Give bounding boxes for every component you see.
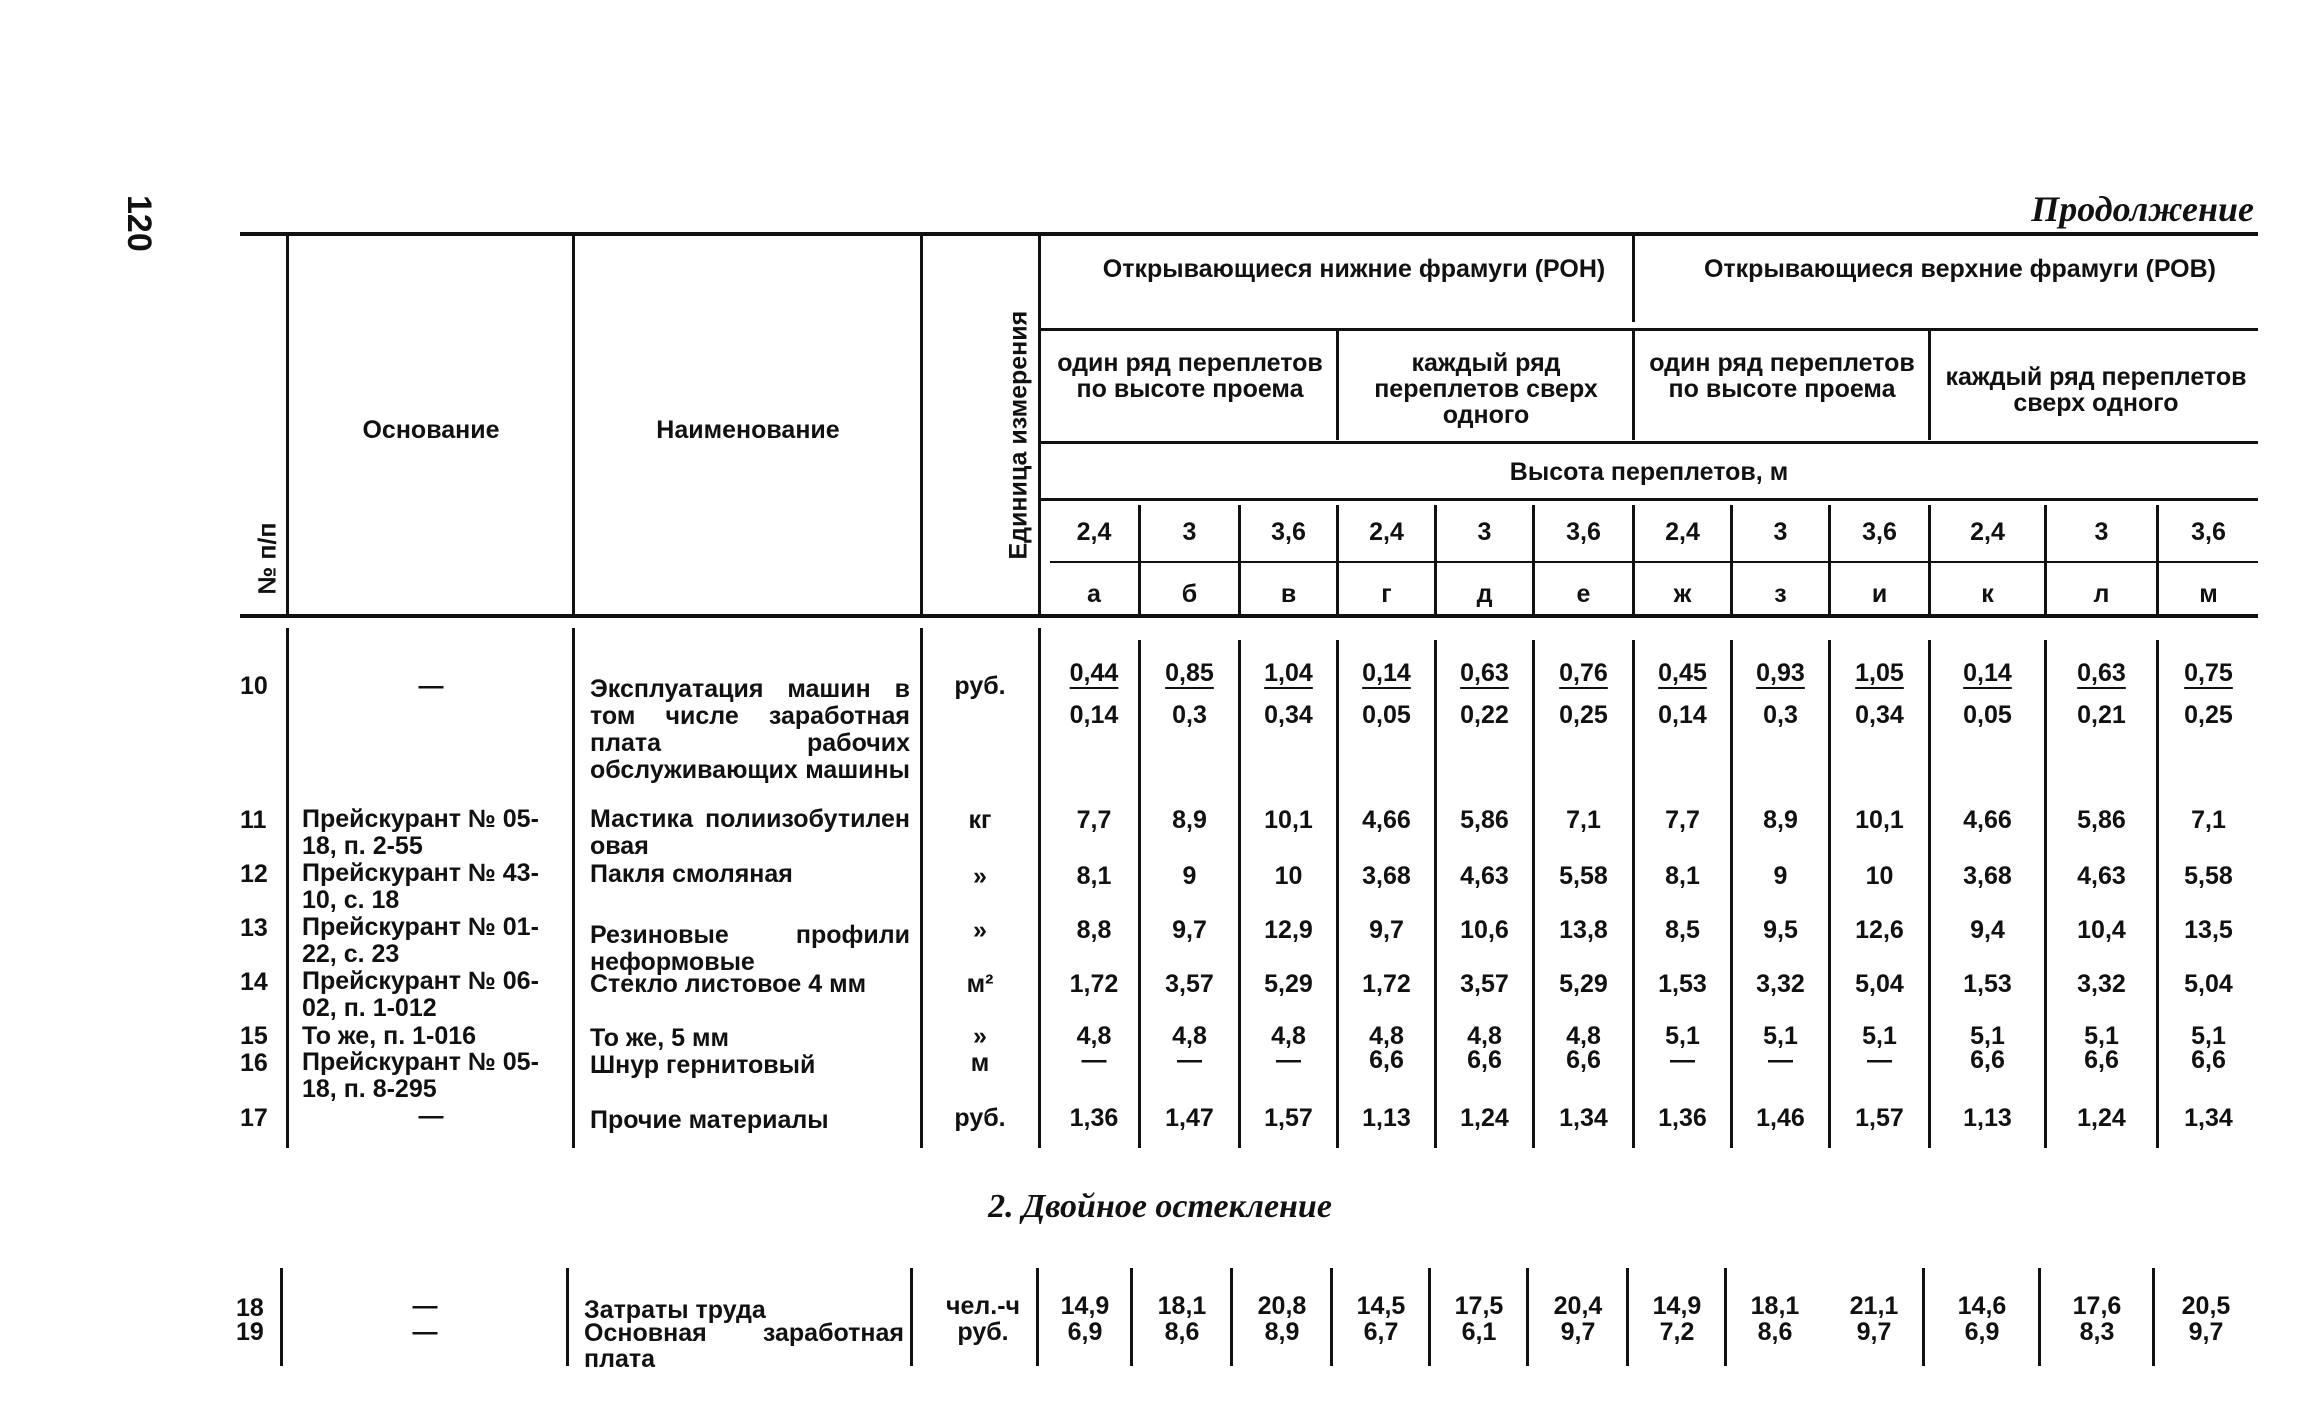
height-l: 3 <box>2094 518 2109 546</box>
height-m: 3,6 <box>2191 518 2226 546</box>
height-d: 3 <box>1477 518 1492 546</box>
letter-a: а <box>1087 580 1101 608</box>
row-name: Затраты труда <box>584 1296 766 1324</box>
value-cell: 4,8 <box>1369 1022 1404 1050</box>
vline <box>1036 1268 1039 1366</box>
row-unit: м² <box>966 970 994 998</box>
row-num: 16 <box>240 1049 268 1077</box>
cell-frac: 0,63 0,21 <box>2077 659 2126 729</box>
value-cell: 1,36 <box>1069 1104 1119 1132</box>
value-cell: 8,5 <box>1665 916 1700 944</box>
value-cell: 3,32 <box>1756 970 1805 998</box>
value-cell: 1,53 <box>1658 970 1707 998</box>
value-cell: 12,9 <box>1264 916 1313 944</box>
row-unit: чел.-ч <box>945 1292 1021 1320</box>
vline <box>1038 628 1041 1148</box>
continuation-label: Продолжение <box>2031 189 2254 229</box>
value-cell: 14,9 <box>1652 1292 1702 1320</box>
row-name: Резиновые профили неформовые <box>590 921 910 976</box>
value-cell: 5,86 <box>2077 806 2126 834</box>
row-basis: Прейскурант № 05-18, п. 8-295 <box>302 1048 539 1103</box>
vline <box>1038 236 1041 614</box>
row-num: 18 <box>236 1294 264 1322</box>
row-unit: » <box>973 916 987 944</box>
row-name: Прочие материалы <box>590 1106 829 1134</box>
value-cell: 6,1 <box>1461 1318 1497 1346</box>
row-num: 17 <box>240 1104 268 1132</box>
value-cell: 5,58 <box>2184 862 2233 890</box>
value-cell: 6,7 <box>1363 1318 1399 1346</box>
value-cell: 9 <box>1182 862 1197 890</box>
vline <box>566 1268 569 1366</box>
vline <box>572 236 575 614</box>
height-zh: 2,4 <box>1665 518 1700 546</box>
value-cell: 9,4 <box>1970 916 2005 944</box>
value-cell: 12,6 <box>1855 916 1904 944</box>
group-rov-header: Открывающиеся верхние фрамуги (РОВ) <box>1703 255 2217 283</box>
letter-zh: ж <box>1673 580 1692 608</box>
row-name: Пакля смоляная <box>590 860 793 888</box>
value-cell: 8,3 <box>2079 1318 2115 1346</box>
cell-frac: 1,05 0,34 <box>1855 659 1904 729</box>
letter-i: и <box>1871 580 1888 608</box>
row-unit: » <box>973 862 987 890</box>
letter-k: к <box>1981 580 1994 608</box>
sub-each-row-rov: каждый ряд переплетов сверх одного <box>1945 363 2247 417</box>
letter-m: м <box>2199 580 2218 608</box>
vline <box>1336 330 1339 440</box>
value-cell: 6,6 <box>1369 1046 1404 1074</box>
value-cell: 5,1 <box>2084 1022 2119 1050</box>
letter-l: л <box>2093 580 2110 608</box>
row-name: Стекло листовое 4 мм <box>590 970 867 998</box>
value-cell: 8,9 <box>1172 806 1207 834</box>
value-cell: 3,32 <box>2077 970 2126 998</box>
vline <box>2152 1268 2155 1366</box>
vline <box>1130 1268 1133 1366</box>
vline <box>910 1268 913 1366</box>
page-number: 120 <box>120 195 158 252</box>
hline <box>1050 561 2258 563</box>
vline <box>1526 1268 1529 1366</box>
value-cell: 5,04 <box>2184 970 2233 998</box>
value-cell: 1,47 <box>1165 1104 1214 1132</box>
value-cell: 3,68 <box>1963 862 2012 890</box>
value-cell: 1,13 <box>1362 1104 1411 1132</box>
vline <box>280 1268 283 1366</box>
height-b: 3 <box>1182 518 1197 546</box>
vline <box>1928 330 1931 440</box>
value-cell: 20,4 <box>1553 1292 1603 1320</box>
value-cell: — <box>1177 1046 1202 1074</box>
value-cell: 8,8 <box>1076 916 1112 944</box>
cell-frac: 0,76 0,25 <box>1559 659 1608 729</box>
row-basis: — <box>412 1318 438 1346</box>
value-cell: 1,72 <box>1069 970 1119 998</box>
value-cell: 1,57 <box>1264 1104 1313 1132</box>
value-cell: 1,57 <box>1855 1104 1904 1132</box>
height-a: 2,4 <box>1076 518 1112 546</box>
row-basis: Прейскурант № 01-22, с. 23 <box>302 913 539 968</box>
cell-frac: 0,14 0,05 <box>1963 659 2012 729</box>
value-cell: 5,1 <box>1970 1022 2005 1050</box>
value-cell: 1,46 <box>1756 1104 1805 1132</box>
value-cell: 5,29 <box>1559 970 1608 998</box>
value-cell: 17,6 <box>2072 1292 2122 1320</box>
vline <box>286 628 289 1148</box>
value-cell: 18,1 <box>1157 1292 1207 1320</box>
hline <box>1040 328 2258 331</box>
value-cell: 4,63 <box>1460 862 1509 890</box>
vline <box>920 236 923 614</box>
value-cell: 9 <box>1773 862 1788 890</box>
cell-frac: 0,45 0,14 <box>1658 659 1707 729</box>
value-cell: 7,7 <box>1665 806 1700 834</box>
value-cell: 9,7 <box>1369 916 1404 944</box>
row-num: 11 <box>240 806 267 834</box>
row-unit: м <box>970 1049 990 1077</box>
vline <box>1230 1268 1233 1366</box>
value-cell: 10,6 <box>1460 916 1509 944</box>
row-num: 10 <box>240 672 268 700</box>
cell-frac: 0,44 0,14 <box>1069 659 1119 729</box>
basis-col-header: Основание <box>362 416 500 444</box>
row-unit: руб. <box>957 1318 1009 1346</box>
cell-frac: 0,85 0,3 <box>1165 659 1214 729</box>
height-i: 3,6 <box>1862 518 1897 546</box>
value-cell: 7,7 <box>1076 806 1112 834</box>
value-cell: 18,1 <box>1750 1292 1800 1320</box>
value-cell: 8,1 <box>1665 862 1700 890</box>
vline <box>1632 236 1635 322</box>
value-cell: 7,1 <box>1566 806 1601 834</box>
value-cell: 20,5 <box>2181 1292 2231 1320</box>
vline <box>1632 330 1635 440</box>
height-k: 2,4 <box>1970 518 2005 546</box>
row-basis: — <box>412 1292 438 1320</box>
value-cell: — <box>1768 1046 1793 1074</box>
value-cell: 5,29 <box>1264 970 1313 998</box>
value-cell: 10,1 <box>1855 806 1904 834</box>
value-cell: 10 <box>1865 862 1894 890</box>
row-num: 19 <box>236 1318 264 1346</box>
value-cell: 8,6 <box>1757 1318 1793 1346</box>
row-name: То же, 5 мм <box>590 1024 729 1052</box>
row-unit: » <box>973 1022 987 1050</box>
height-v: 3,6 <box>1271 518 1306 546</box>
value-cell: 8,6 <box>1164 1318 1200 1346</box>
value-cell: 10,4 <box>2077 916 2126 944</box>
row-unit: руб. <box>954 1104 1006 1132</box>
hline <box>1040 498 2258 501</box>
value-cell: 7,2 <box>1659 1318 1695 1346</box>
vline <box>1626 1268 1629 1366</box>
value-cell: 13,5 <box>2184 916 2233 944</box>
value-cell: 20,8 <box>1257 1292 1307 1320</box>
vline <box>1724 1268 1727 1366</box>
vline <box>286 236 289 614</box>
letter-g: г <box>1381 580 1392 608</box>
value-cell: 8,9 <box>1264 1318 1300 1346</box>
row-unit: кг <box>968 806 992 834</box>
vline <box>572 628 575 1148</box>
value-cell: 9,7 <box>1856 1318 1892 1346</box>
value-cell: 6,6 <box>2084 1046 2119 1074</box>
value-cell: 9,5 <box>1763 916 1798 944</box>
row-basis: Прейскурант № 43-10, с. 18 <box>302 859 539 914</box>
value-cell: 9,7 <box>1172 916 1207 944</box>
value-cell: — <box>1276 1046 1301 1074</box>
value-cell: 4,8 <box>1566 1022 1601 1050</box>
value-cell: 10,1 <box>1264 806 1313 834</box>
height-caption: Высота переплетов, м <box>1509 458 1789 486</box>
value-cell: 5,1 <box>2191 1022 2226 1050</box>
letter-z: з <box>1774 580 1787 608</box>
value-cell: 6,9 <box>1964 1318 2000 1346</box>
value-cell: 10 <box>1274 862 1303 890</box>
value-cell: 1,53 <box>1963 970 2012 998</box>
value-cell: 4,8 <box>1271 1022 1306 1050</box>
value-cell: 3,57 <box>1460 970 1509 998</box>
value-cell: 4,66 <box>1963 806 2012 834</box>
value-cell: 9,7 <box>1560 1318 1596 1346</box>
value-cell: 1,72 <box>1362 970 1411 998</box>
row-num: 12 <box>240 860 268 888</box>
value-cell: 8,1 <box>1076 862 1112 890</box>
row-name: Эксплуатация машин в том числе заработная плата рабочих обслуживающих машины <box>590 675 910 784</box>
value-cell: 1,34 <box>1559 1104 1608 1132</box>
value-cell: 4,8 <box>1172 1022 1207 1050</box>
value-cell: 3,57 <box>1165 970 1214 998</box>
value-cell: 9,7 <box>2188 1318 2224 1346</box>
vline <box>1330 1268 1333 1366</box>
cell-frac: 0,14 0,05 <box>1362 659 1411 729</box>
group-ron-header: Открывающиеся нижние фрамуги (РОН) <box>1102 255 1606 283</box>
cell-frac: 0,63 0,22 <box>1460 659 1509 729</box>
vline <box>1428 1268 1431 1366</box>
value-cell: 6,6 <box>1566 1046 1601 1074</box>
header-bottom-rule <box>240 614 2258 618</box>
num-col-header: № п/п <box>253 522 282 595</box>
cell-frac: 0,93 0,3 <box>1756 659 1805 729</box>
cell-frac: 0,75 0,25 <box>2184 659 2233 729</box>
value-cell: 5,1 <box>1862 1022 1897 1050</box>
header-top-rule <box>240 232 2258 236</box>
value-cell: 1,24 <box>2077 1104 2126 1132</box>
row-name: Шнур гернитовый <box>590 1051 816 1079</box>
hline <box>1040 441 2258 444</box>
value-cell: 6,6 <box>1970 1046 2005 1074</box>
letter-d: д <box>1476 580 1493 608</box>
name-col-header: Наименование <box>656 416 840 444</box>
value-cell: 6,9 <box>1067 1318 1103 1346</box>
value-cell: 4,8 <box>1076 1022 1112 1050</box>
letter-b: б <box>1181 580 1198 608</box>
value-cell: 5,04 <box>1855 970 1904 998</box>
value-cell: 4,8 <box>1467 1022 1502 1050</box>
vline <box>2038 1268 2041 1366</box>
sub-one-row-rov: один ряд переплетов по высоте проема <box>1649 349 1915 403</box>
value-cell: 4,66 <box>1362 806 1411 834</box>
value-cell: 1,13 <box>1963 1104 2012 1132</box>
row-basis: — <box>418 1102 444 1130</box>
vline <box>920 628 923 1148</box>
value-cell: 8,9 <box>1763 806 1798 834</box>
value-cell: 7,1 <box>2191 806 2226 834</box>
letter-v: в <box>1280 580 1297 608</box>
row-unit: руб. <box>954 672 1006 700</box>
height-z: 3 <box>1773 518 1788 546</box>
value-cell: 5,1 <box>1665 1022 1700 1050</box>
value-cell: 1,34 <box>2184 1104 2233 1132</box>
sub-each-row-ron: каждый ряд переплетов сверх одного <box>1374 349 1598 429</box>
row-num: 14 <box>240 968 268 996</box>
row-name: Мастика полиизобутиленовая <box>590 805 910 860</box>
section-title: 2. Двойное остекление <box>988 1188 1332 1225</box>
vline <box>1922 1268 1925 1366</box>
value-cell: 14,6 <box>1957 1292 2007 1320</box>
row-num: 13 <box>240 914 268 942</box>
value-cell: 14,9 <box>1060 1292 1110 1320</box>
value-cell: 5,86 <box>1460 806 1509 834</box>
value-cell: 4,63 <box>2077 862 2126 890</box>
value-cell: 13,8 <box>1559 916 1608 944</box>
row-basis: Прейскурант № 05-18, п. 2-55 <box>302 805 539 860</box>
value-cell: 5,1 <box>1763 1022 1798 1050</box>
value-cell: 21,1 <box>1849 1292 1899 1320</box>
cell-frac: 1,04 0,34 <box>1264 659 1313 729</box>
value-cell: — <box>1081 1046 1107 1074</box>
height-g: 2,4 <box>1369 518 1404 546</box>
value-cell: 5,58 <box>1559 862 1608 890</box>
sub-one-row-ron: один ряд переплетов по высоте проема <box>1057 349 1323 403</box>
row-basis: — <box>418 672 444 700</box>
row-basis: То же, п. 1-016 <box>302 1022 477 1050</box>
row-basis: Прейскурант № 06-02, п. 1-012 <box>302 967 539 1022</box>
row-num: 15 <box>240 1022 268 1050</box>
letter-e: е <box>1576 580 1591 608</box>
value-cell: 6,6 <box>2191 1046 2226 1074</box>
value-cell: 17,5 <box>1454 1292 1504 1320</box>
unit-col-header: Единица измерения <box>1004 310 1033 560</box>
value-cell: 1,36 <box>1658 1104 1707 1132</box>
height-e: 3,6 <box>1566 518 1601 546</box>
value-cell: — <box>1670 1046 1695 1074</box>
value-cell: — <box>1867 1046 1892 1074</box>
row-name: Основная заработная плата <box>584 1319 904 1373</box>
value-cell: 6,6 <box>1467 1046 1502 1074</box>
value-cell: 14,5 <box>1356 1292 1406 1320</box>
value-cell: 1,24 <box>1460 1104 1509 1132</box>
value-cell: 3,68 <box>1362 862 1411 890</box>
